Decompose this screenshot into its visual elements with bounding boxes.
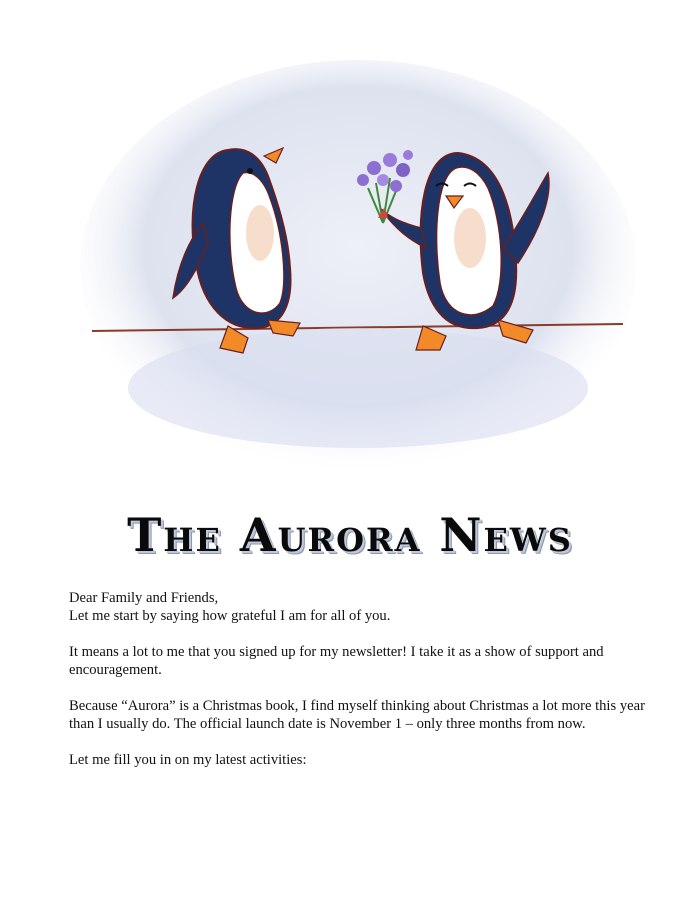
letter-body (69, 589, 649, 787)
header-illustration (78, 58, 638, 478)
penguins-illustration (78, 58, 638, 478)
paragraph-gratitude: Let me start by saying how grateful I am for all of you. (69, 608, 391, 624)
paragraph-newsletter-thanks: It means a lot to me that you signed up for my newsletter! I take it as a show of support and encouragement. (69, 644, 604, 678)
newsletter-title: The Aurora News (127, 508, 573, 562)
greeting: Dear Family and Friends, (69, 590, 219, 606)
paragraph-activities-intro: Let me fill you in on my latest activities: (69, 752, 307, 768)
paragraph-christmas-launch: Because “Aurora” is a Christmas book, I find myself thinking about Christmas a lot more this year than I usually do. The official launch date is November 1 – only three months from now. (69, 698, 645, 732)
